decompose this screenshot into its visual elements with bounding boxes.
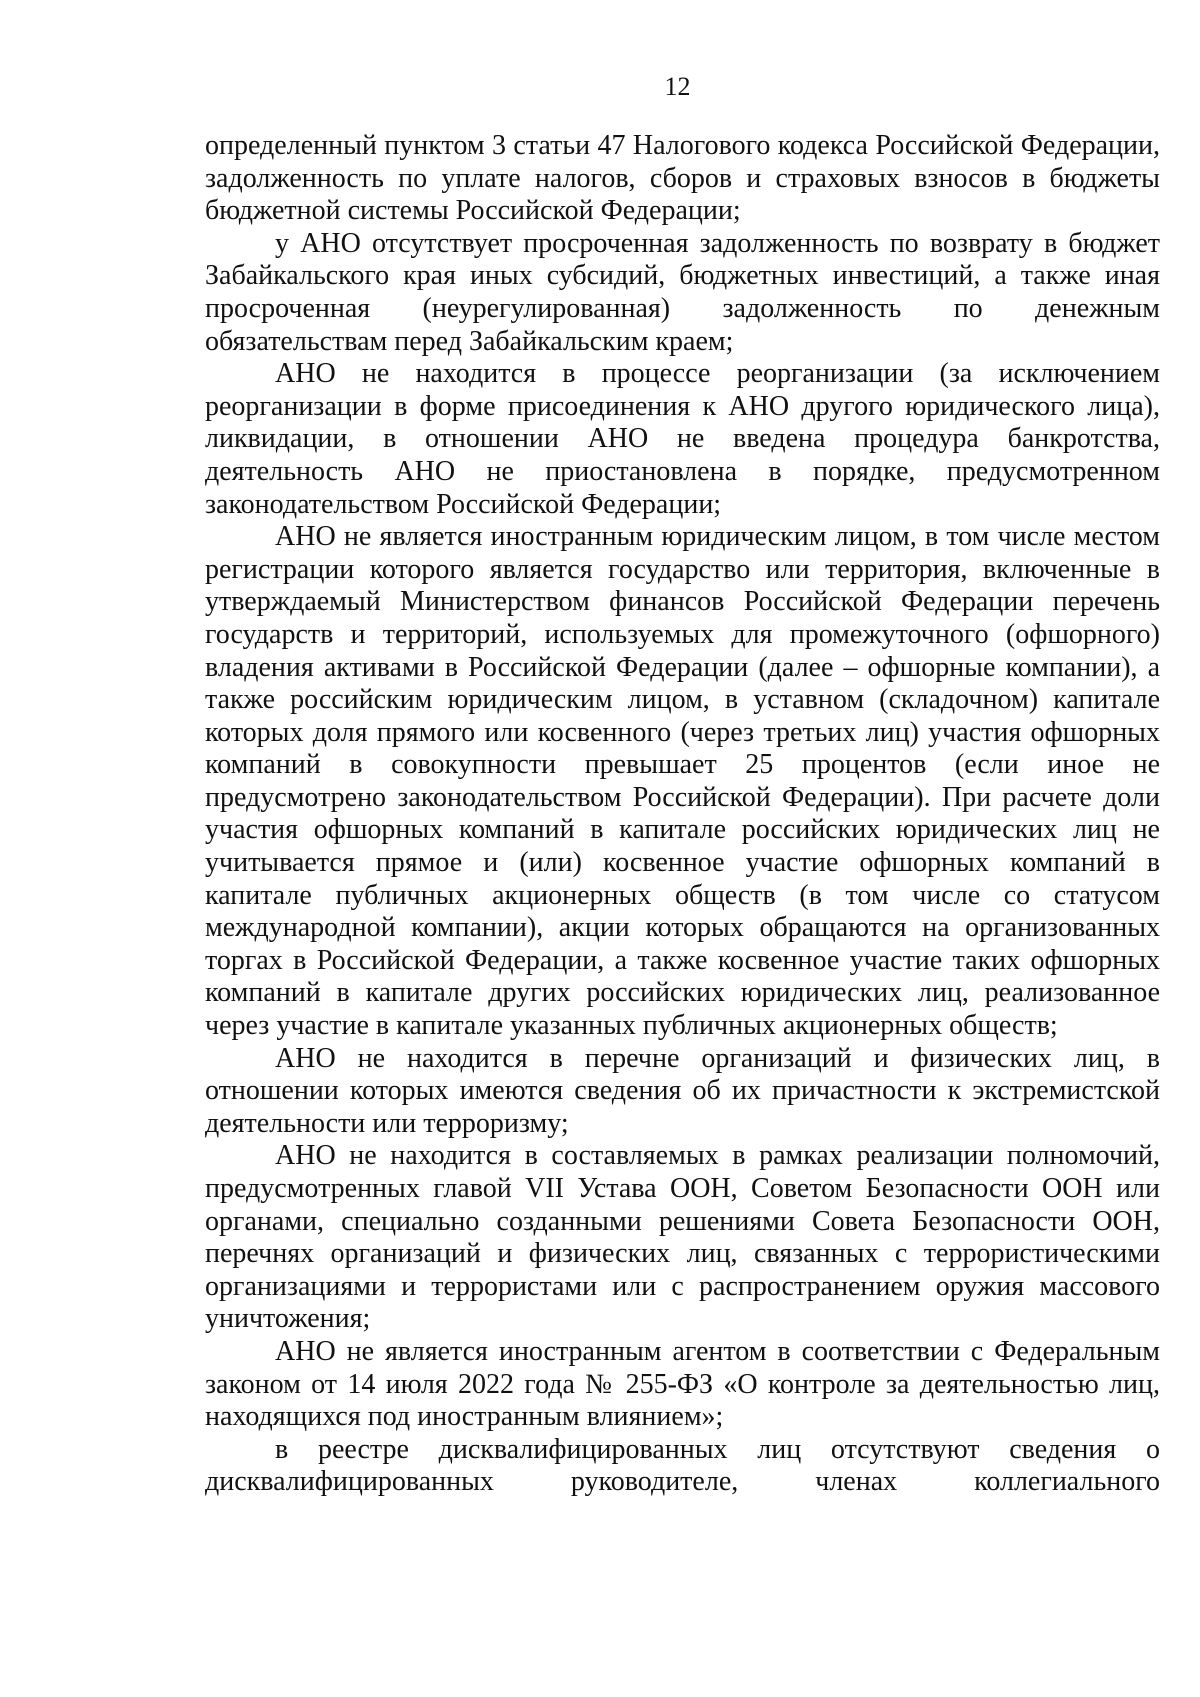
paragraph-disqualified-registry: в реестре дисквалифицированных лиц отсутствуют сведения о дисквалифицированных руководителе, членах коллегиального [205, 1433, 1160, 1498]
page-number: 12 [664, 72, 691, 101]
paragraph-no-reorganization: АНО не находится в процессе реорганизации (за исключением реорганизации в форме присоединения к АНО другого юридического лица), ликвидации, в отношении АНО не введена процедура банкротства, деятельность АНО не приостановлена в порядке, предусмотренном законодательством Российской Федерации; [205, 358, 1160, 520]
document-body [205, 130, 1160, 1499]
paragraph-no-overdue-debt: у АНО отсутствует просроченная задолженность по возврату в бюджет Забайкальского края иных субсидий, бюджетных инвестиций, а также иная просроченная (неурегулированная) задолженность по денежным обязательствам перед Забайкальским краем; [205, 227, 1160, 357]
paragraph-not-foreign-agent: АНО не является иностранным агентом в соответствии с Федеральным законом от 14 июля 2022 года № 255-ФЗ «О контроле за деятельностью лиц, находящихся под иностранным влиянием»; [205, 1335, 1160, 1433]
paragraph-not-foreign-entity: АНО не является иностранным юридическим лицом, в том числе местом регистрации которого является государство или территория, включенные в утверждаемый Министерством финансов Российской Федерации перечень государств и территорий, используемых для промежуточного (офшорного) владения активами в Российской Федерации (далее – офшорные компании), а также российским юридическим лицом, в уставном (складочном) капитале которых доля прямого или косвенного (через третьих лиц) участия офшорных компаний в совокупности превышает 25 процентов (если иное не предусмотрено законодательством Российской Федерации). При расчете доли участия офшорных компаний в капитале российских юридических лиц не учитывается прямое и (или) косвенное участие офшорных компаний в капитале публичных акционерных обществ (в том числе со статусом международной компании), акции которых обращаются на организованных торгах в Российской Федерации, а также косвенное участие таких офшорных компаний в капитале других российских юридических лиц, реализованное через участие в капитале указанных публичных акционерных обществ; [205, 521, 1160, 1042]
paragraph-not-extremist-list: АНО не находится в перечне организаций и физических лиц, в отношении которых имеются сведения об их причастности к экстремистской деятельности или терроризму; [205, 1042, 1160, 1139]
paragraph-tax-debt-continuation: определенный пунктом 3 статьи 47 Налогового кодекса Российской Федерации, задолженность по уплате налогов, сборов и страховых взносов в бюджеты бюджетной системы Российской Федерации; [205, 130, 1160, 227]
paragraph-not-un-sanctions-list: АНО не находится в составляемых в рамках реализации полномочий, предусмотренных главой VII Устава ООН, Советом Безопасности ООН или органами, специально созданными решениями Совета Безопасности ООН, перечнях организаций и физических лиц, связанных с террористическими организациями и террористами или с распространением оружия массового уничтожения; [205, 1140, 1160, 1335]
